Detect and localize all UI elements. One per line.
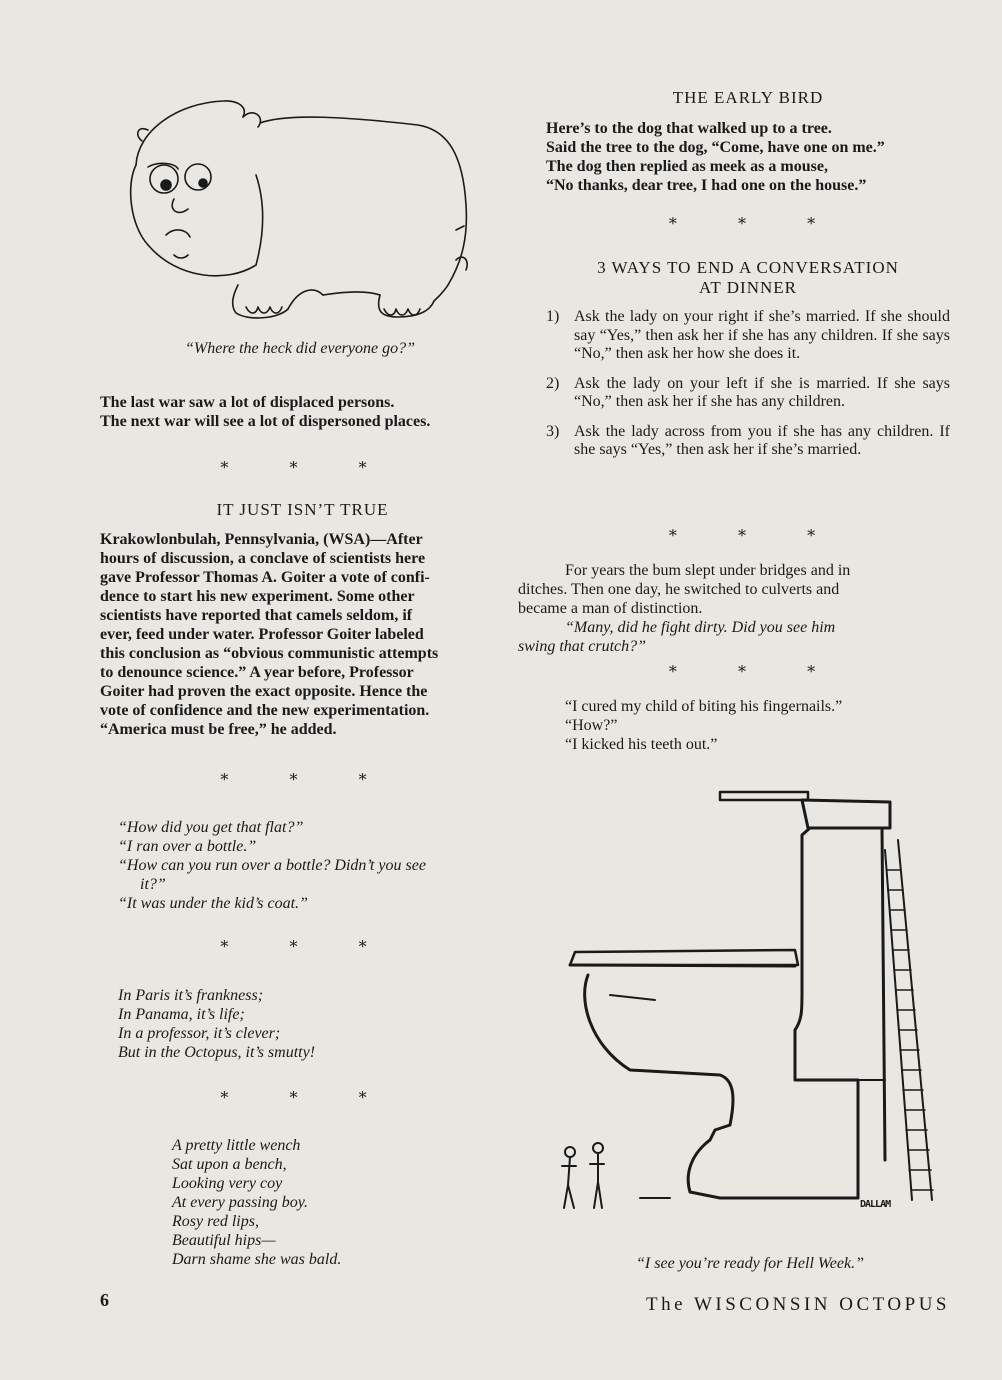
article-line: to denounce science.” A year before, Professor	[100, 664, 414, 681]
list-item-text: Ask the lady on your right if she’s married. If she should say “Yes,” then ask her if she has any children. If she says “No,” then ask her how she does it.	[574, 308, 950, 362]
early-bird-title: THE EARLY BIRD	[672, 88, 824, 107]
joke-quote-line: swing that crutch?”	[518, 638, 647, 655]
list-item-number: 3)	[546, 422, 560, 440]
war-joke-line: The next war will see a lot of dispersoned places.	[100, 413, 431, 430]
poem-line: At every passing boy.	[172, 1194, 308, 1211]
paris-poem	[118, 986, 498, 1062]
separator-stars: * * *	[668, 526, 844, 545]
article-line: “America must be free,” he added.	[100, 721, 337, 738]
article-line: Krakowlonbulah, Pennsylvania, (WSA)—After	[100, 531, 423, 548]
early-bird-poem	[546, 119, 956, 195]
bear-cartoon	[118, 95, 478, 330]
article-line: hours of discussion, a conclave of scientists here	[100, 550, 426, 567]
dialog-line: “How can you run over a bottle? Didn’t you see	[118, 857, 426, 874]
poem-line: But in the Octopus, it’s smutty!	[118, 1044, 316, 1061]
flat-tire-dialog	[118, 818, 518, 913]
ways-list	[546, 308, 950, 471]
joke-line: “I cured my child of biting his fingernails.”	[565, 698, 843, 715]
joke-line: “How?”	[565, 717, 618, 734]
article-line: ever, feed under water. Professor Goiter labeled	[100, 626, 424, 643]
poem-line: A pretty little wench	[172, 1137, 301, 1154]
separator-stars: * * *	[668, 214, 844, 233]
separator-stars: * * *	[668, 662, 844, 681]
bear-caption: “Where the heck did everyone go?”	[185, 340, 415, 357]
ways-title-line: 3 WAYS TO END A CONVERSATION	[597, 258, 899, 277]
poem-line: In Panama, it’s life;	[118, 1006, 245, 1023]
dialog-line: it?”	[140, 876, 166, 893]
wench-poem	[172, 1136, 492, 1269]
ways-title	[546, 258, 950, 298]
untrue-article	[100, 530, 505, 739]
page-number: 6	[100, 1290, 109, 1310]
separator-stars: * * *	[220, 770, 395, 789]
bum-joke	[518, 561, 950, 656]
joke-line: ditches. Then one day, he switched to culverts and	[518, 581, 840, 598]
poem-line: Darn shame she was bald.	[172, 1251, 342, 1268]
separator-stars: * * *	[220, 937, 395, 956]
war-joke-line: The last war saw a lot of displaced persons.	[100, 394, 395, 411]
poem-line: In a professor, it’s clever;	[118, 1025, 281, 1042]
poem-line: Sat upon a bench,	[172, 1156, 287, 1173]
article-line: scientists have reported that camels seldom, if	[100, 607, 413, 624]
article-line: dence to start his new experiment. Some other	[100, 588, 415, 605]
dialog-line: “It was under the kid’s coat.”	[118, 895, 308, 912]
article-line: gave Professor Thomas A. Goiter a vote of confi-	[100, 569, 430, 586]
toilet-signature: DALLAM	[860, 1199, 891, 1210]
poem-line: “No thanks, dear tree, I had one on the house.”	[546, 177, 867, 194]
poem-line: Here’s to the dog that walked up to a tree.	[546, 120, 832, 137]
article-line: this conclusion as “obvious communistic attempts	[100, 645, 439, 662]
war-joke	[100, 393, 510, 431]
separator-stars: * * *	[220, 458, 395, 477]
poem-line: Beautiful hips—	[172, 1232, 276, 1249]
dialog-line: “How did you get that flat?”	[118, 819, 304, 836]
joke-line: For years the bum slept under bridges and in	[565, 562, 851, 579]
masthead: The WISCONSIN OCTOPUS	[646, 1294, 950, 1315]
joke-line: “I kicked his teeth out.”	[565, 736, 718, 753]
list-item-number: 2)	[546, 374, 560, 392]
article-line: vote of confidence and the new experimentation.	[100, 702, 430, 719]
list-item-text: Ask the lady across from you if she has any children. If she says “Yes,” then ask her if she’s married.	[574, 422, 950, 458]
list-item-text: Ask the lady on your left if she is married. If she says “No,” then ask her if she has any children.	[574, 374, 950, 410]
poem-line: Said the tree to the dog, “Come, have one on me.”	[546, 139, 885, 156]
article-line: Goiter had proven the exact opposite. Hence the	[100, 683, 428, 700]
joke-quote-line: “Many, did he fight dirty. Did you see him	[565, 619, 836, 636]
ways-title-line: AT DINNER	[699, 278, 797, 297]
list-item	[546, 375, 950, 412]
poem-line: Rosy red lips,	[172, 1213, 259, 1230]
list-item	[546, 308, 950, 364]
separator-stars: * * *	[220, 1088, 395, 1107]
list-item	[546, 423, 950, 460]
list-item-number: 1)	[546, 308, 560, 325]
fingernail-joke	[565, 697, 965, 754]
dialog-line: “I ran over a bottle.”	[118, 838, 257, 855]
poem-line: Looking very coy	[172, 1175, 283, 1192]
poem-line: In Paris it’s frankness;	[118, 987, 264, 1004]
joke-line: became a man of distinction.	[518, 600, 703, 617]
poem-line: The dog then replied as meek as a mouse,	[546, 158, 828, 175]
toilet-cartoon	[540, 780, 960, 1230]
toilet-caption: “I see you’re ready for Hell Week.”	[636, 1255, 864, 1272]
untrue-title: IT JUST ISN’T TRUE	[216, 500, 389, 519]
